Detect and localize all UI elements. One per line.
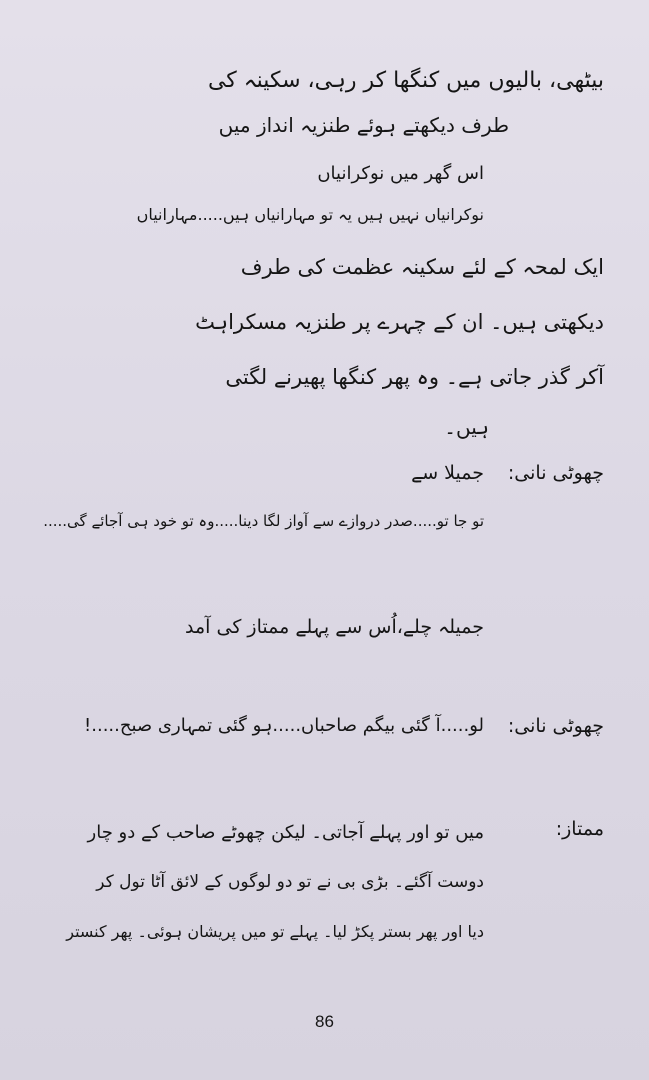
speaker-chhoti-nani-2: چھوٹی نانی:: [507, 715, 604, 737]
narration-line-5: ایک لمحہ کے لئے سکینہ عظمت کی طرف: [240, 255, 604, 279]
dialogue-line-jamila-se: جمیلا سے: [411, 462, 484, 484]
narration-line-2: طرف دیکھتے ہوئے طنزیہ انداز میں: [218, 113, 509, 137]
narration-line-3: اس گھر میں نوکرانیاں: [317, 163, 484, 184]
dialogue-line-to-ja-to: تو جا تو.....صدر دروازے سے آواز لگا دینا.....وہ تو خود ہی آجائے گی.....: [43, 512, 484, 530]
narration-line-8: ہیں۔: [444, 415, 489, 439]
speaker-mumtaz: ممتاز:: [555, 818, 604, 840]
stage-direction: جمیلہ چلے،اُس سے پہلے ممتاز کی آمد: [185, 616, 484, 638]
page-number: 86: [315, 1012, 334, 1031]
dialogue-line-mumtaz-2: دوست آگئے۔ بڑی بی نے تو دو لوگوں کے لائق آٹا تول کر: [96, 872, 484, 892]
narration-line-1: بیٹھی، بالیوں میں کنگھا کر رہی، سکینہ کی: [207, 68, 604, 93]
dialogue-line-lo-aa-gayi: لو.....آ گئی بیگم صاحباں.....ہو گئی تمہاری صبح.....!: [84, 715, 484, 736]
narration-line-7: آکر گذر جاتی ہے۔ وہ پھر کنگھا پھیرنے لگتی: [225, 365, 604, 389]
narration-line-4: نوکرانیاں نہیں ہیں یہ تو مہارانیاں ہیں.....مہارانیاں: [136, 205, 484, 224]
dialogue-line-mumtaz-3: دیا اور پھر بستر پکڑ لیا۔ پہلے تو میں پریشان ہوئی۔ پھر کنستر: [66, 922, 484, 941]
narration-line-6: دیکھتی ہیں۔ ان کے چہرے پر طنزیہ مسکراہٹ: [195, 310, 604, 334]
speaker-chhoti-nani-1: چھوٹی نانی:: [507, 462, 604, 484]
dialogue-line-mumtaz-1: میں تو اور پہلے آجاتی۔ لیکن چھوٹے صاحب کے دو چار: [87, 822, 484, 843]
